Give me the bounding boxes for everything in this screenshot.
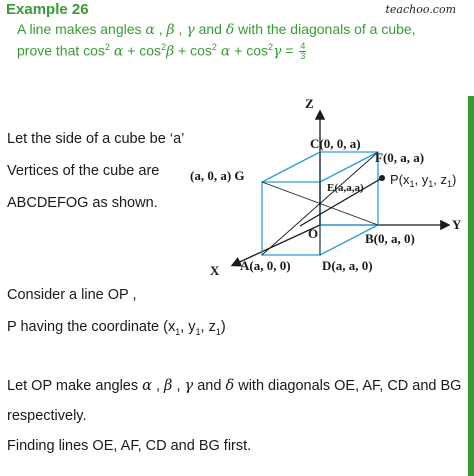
- question-line-2: prove that $\cos^2 \alpha + \cos^2\beta + \cos^2 \alpha + \cos^2\gamma$ = $\frac{4}{3}$: [17, 41, 306, 62]
- label-O: O: [308, 226, 319, 241]
- label-D: D(a, a, 0): [322, 258, 373, 273]
- label-G: (a, 0, a) G: [190, 168, 245, 183]
- label-P: $P(x_1$, $y_1$, $z_1$): [390, 172, 457, 189]
- label-B: B(0, a, 0): [365, 231, 415, 246]
- brand-logo: teachoo.com: [385, 3, 456, 16]
- body-line-8: Finding lines OE, AF, CD and BG first.: [7, 438, 252, 454]
- body-line-2: Vertices of the cube are: [7, 163, 160, 179]
- label-E: E(a,a,a): [327, 182, 364, 194]
- cube-diagonals: [262, 152, 378, 255]
- body-line-1: Let the side of a cube be ‘a’: [7, 131, 185, 147]
- fraction-4-3: $\frac{4}{3}$: [300, 41, 306, 62]
- body-line-6: Let OP make angles α , β , γ and δ with diagonals OE, AF, CD and BG: [7, 378, 462, 394]
- body-line-5: P having the coordinate ($x_1$, $y_1$, $z_1$): [7, 319, 226, 337]
- label-A: A(a, 0, 0): [240, 258, 291, 273]
- label-C: C(0, 0, a): [310, 136, 361, 151]
- body-line-7: respectively.: [7, 408, 87, 424]
- example-title: Example 26: [6, 1, 89, 18]
- label-F: F(0, a, a): [375, 150, 425, 165]
- z-label: Z: [305, 96, 314, 111]
- body-line-3: ABCDEFOG as shown.: [7, 195, 158, 211]
- y-label: Y: [452, 217, 462, 232]
- x-label: X: [210, 263, 220, 278]
- body-line-4: Consider a line OP ,: [7, 287, 137, 303]
- point-P: [379, 175, 385, 181]
- question-line-1: A line makes angles α , β , γ and δ with the diagonals of a cube,: [17, 21, 416, 38]
